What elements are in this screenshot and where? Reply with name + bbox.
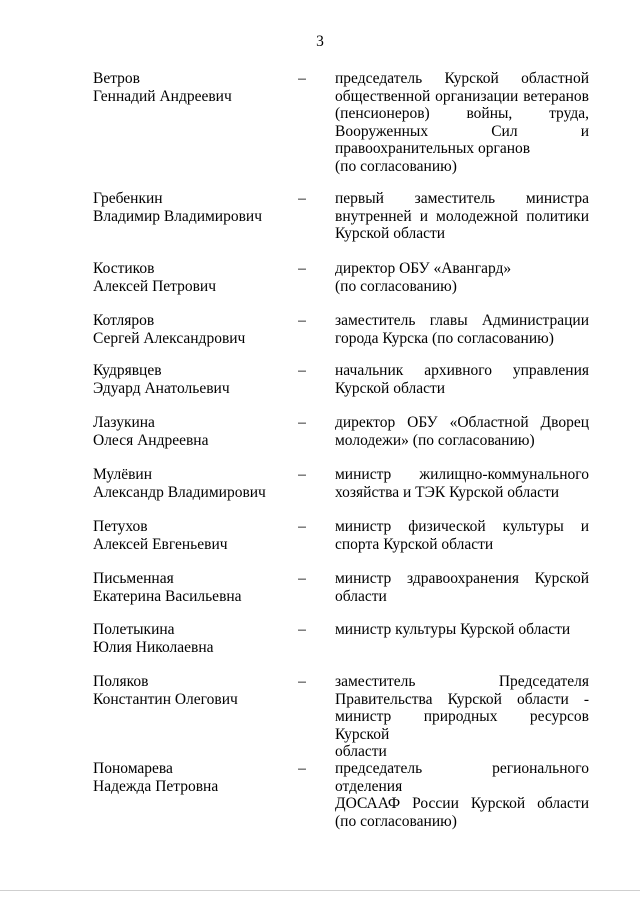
member-role	[335, 362, 589, 397]
member-surname: Гребенкин	[93, 190, 163, 207]
role-line: ДОСААФ России Курской области	[335, 795, 589, 813]
role-line: Курской области	[335, 225, 446, 243]
member-name	[93, 673, 303, 709]
member-name	[93, 70, 303, 106]
separator-dash: –	[298, 518, 306, 535]
member-surname: Письменная	[93, 570, 174, 587]
role-line: начальник архивного управления	[335, 362, 589, 379]
role-line: молодежи» (по согласованию)	[335, 431, 535, 449]
role-line: Правительства Курской области -	[335, 690, 589, 708]
member-name	[93, 570, 303, 606]
member-given-name: Константин Олегович	[93, 691, 238, 708]
member-role	[335, 190, 589, 243]
member-role	[335, 518, 589, 553]
member-role	[335, 414, 589, 449]
member-given-name: Геннадий Андреевич	[93, 88, 232, 105]
role-line: правоохранительных органов	[335, 140, 531, 158]
member-given-name: Екатерина Васильевна	[93, 588, 242, 605]
member-given-name: Юлия Николаевна	[93, 639, 214, 656]
role-line: (пенсионеров) войны, труда,	[335, 105, 589, 123]
member-name	[93, 518, 303, 554]
role-line: (по согласованию)	[335, 157, 457, 175]
role-line: председатель Курской областной	[335, 70, 589, 87]
separator-dash: –	[298, 466, 306, 483]
member-given-name: Олеся Андреевна	[93, 432, 209, 449]
role-line: председатель регионального отделения	[335, 760, 589, 795]
member-role	[335, 70, 589, 176]
member-name	[93, 260, 303, 296]
role-line: директор ОБУ «Авангард»	[335, 260, 512, 277]
member-name	[93, 621, 303, 657]
role-line: (по согласованию)	[335, 812, 457, 830]
role-line: министр природных ресурсов Курской	[335, 708, 589, 743]
member-surname: Пономарева	[93, 760, 173, 777]
separator-dash: –	[298, 570, 306, 587]
member-surname: Мулёвин	[93, 466, 152, 483]
role-line: области	[335, 587, 387, 605]
member-role	[335, 570, 589, 605]
role-line: области	[335, 743, 387, 761]
role-line: директор ОБУ «Областной Дворец	[335, 414, 589, 431]
member-role	[335, 673, 589, 761]
page-bottom-edge	[0, 890, 640, 891]
member-surname: Лазукина	[93, 414, 155, 431]
member-given-name: Надежда Петровна	[93, 778, 219, 795]
role-line: Курской области	[335, 379, 446, 397]
separator-dash: –	[298, 673, 306, 690]
role-line: министр физической культуры и	[335, 518, 589, 535]
role-line: заместитель Председателя	[335, 673, 589, 690]
separator-dash: –	[298, 260, 306, 277]
role-line: общественной организации ветеранов	[335, 87, 589, 105]
member-given-name: Алексей Петрович	[93, 278, 217, 295]
separator-dash: –	[298, 362, 306, 379]
member-given-name: Сергей Александрович	[93, 330, 246, 347]
member-name	[93, 312, 303, 348]
member-surname: Ветров	[93, 70, 140, 87]
role-line: хозяйства и ТЭК Курской области	[335, 483, 560, 501]
role-line: министр культуры Курской области	[335, 621, 571, 638]
member-given-name: Алексей Евгеньевич	[93, 536, 228, 553]
member-role	[335, 621, 589, 639]
member-given-name: Владимир Владимирович	[93, 208, 263, 225]
member-role	[335, 760, 589, 830]
member-surname: Полетыкина	[93, 621, 175, 638]
role-line: министр здравоохранения Курской	[335, 570, 589, 587]
role-line: Вооруженных Сил и	[335, 122, 589, 140]
member-surname: Петухов	[93, 518, 148, 535]
member-given-name: Александр Владимирович	[93, 484, 266, 501]
separator-dash: –	[298, 414, 306, 431]
page-number: 3	[316, 33, 324, 50]
member-role	[335, 466, 589, 501]
role-line: внутренней и молодежной политики	[335, 207, 589, 225]
separator-dash: –	[298, 621, 306, 638]
role-line: города Курска (по согласованию)	[335, 329, 554, 347]
member-name	[93, 466, 303, 502]
separator-dash: –	[298, 70, 306, 87]
member-given-name: Эдуард Анатольевич	[93, 380, 230, 397]
role-line: заместитель главы Администрации	[335, 312, 589, 329]
member-role	[335, 312, 589, 347]
member-surname: Поляков	[93, 673, 149, 690]
role-line: спорта Курской области	[335, 535, 494, 553]
member-name	[93, 414, 303, 450]
separator-dash: –	[298, 312, 306, 329]
member-surname: Костиков	[93, 260, 155, 277]
member-name	[93, 760, 303, 796]
member-surname: Котляров	[93, 312, 155, 329]
separator-dash: –	[298, 760, 306, 777]
member-surname: Кудрявцев	[93, 362, 162, 379]
role-line: первый заместитель министра	[335, 190, 589, 207]
separator-dash: –	[298, 190, 306, 207]
member-role	[335, 260, 589, 295]
role-line: (по согласованию)	[335, 277, 457, 295]
role-line: министр жилищно-коммунального	[335, 466, 589, 483]
member-name	[93, 190, 303, 226]
member-name	[93, 362, 303, 398]
